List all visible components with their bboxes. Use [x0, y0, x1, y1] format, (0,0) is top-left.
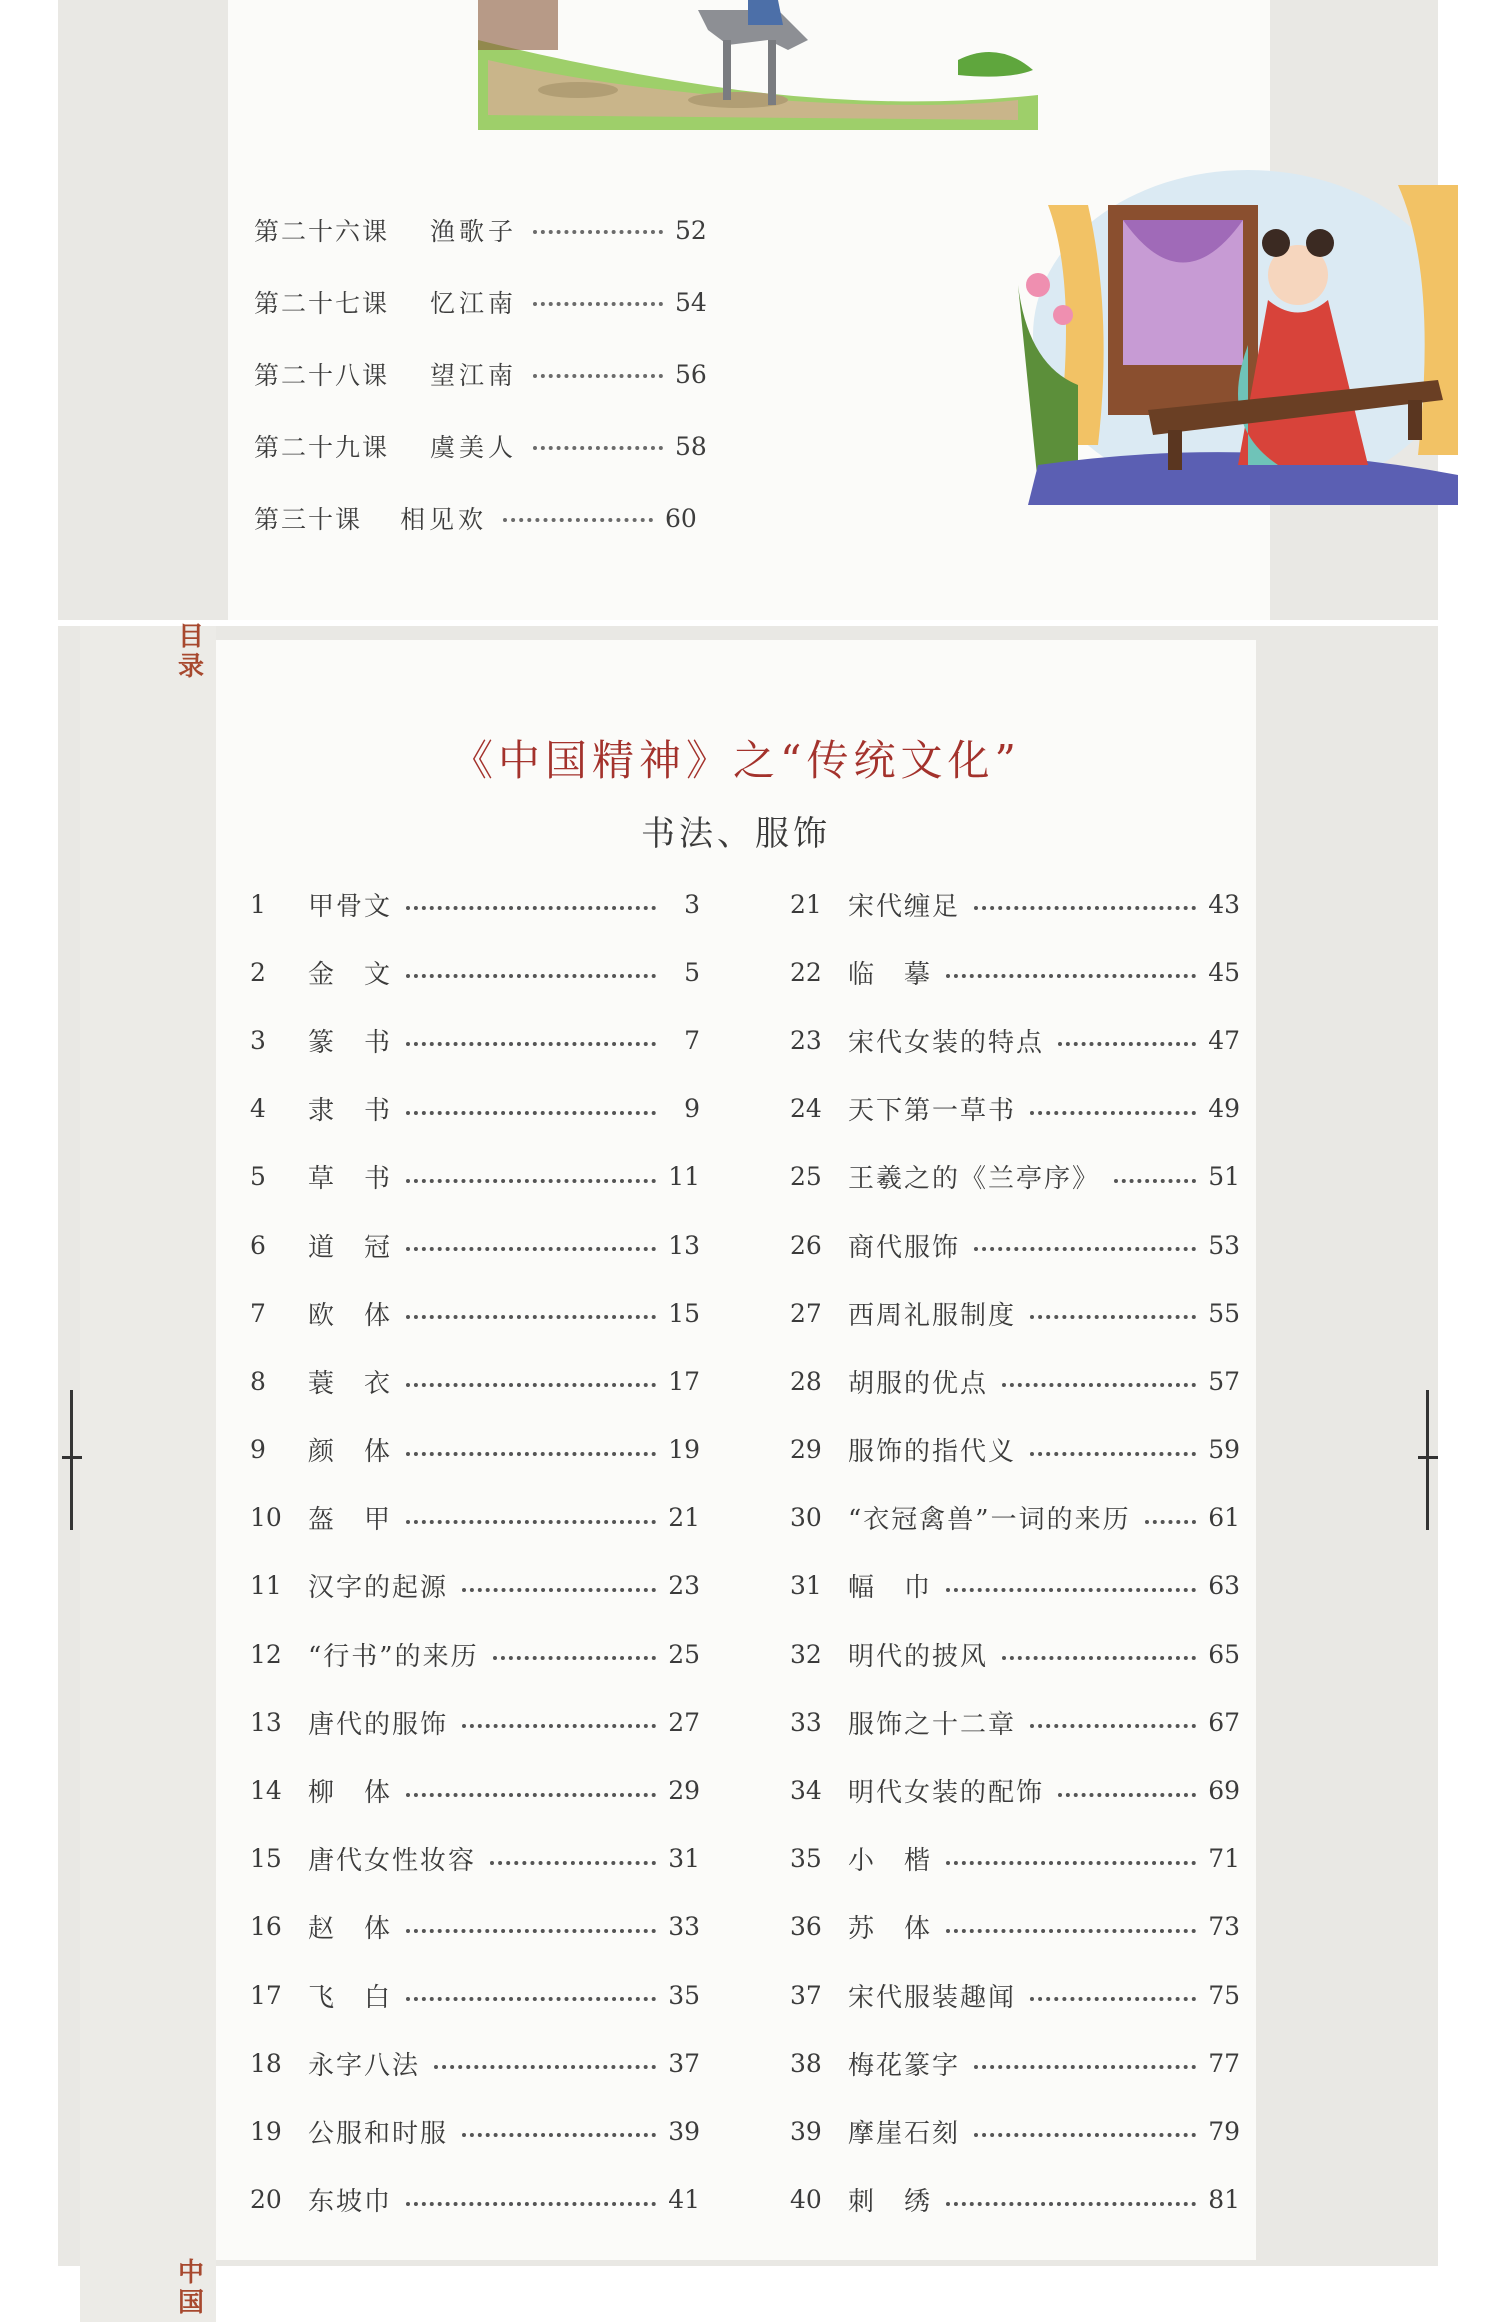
leader-dots — [533, 374, 663, 378]
page-number: 33 — [668, 1912, 700, 1942]
entry-title: 小 楷 — [848, 1846, 933, 1877]
page-number: 61 — [1208, 1503, 1240, 1533]
toc-row[interactable] — [790, 1484, 1240, 1552]
leader-dots — [406, 906, 656, 910]
page-number: 65 — [1208, 1639, 1240, 1669]
page-number: 81 — [1208, 2185, 1240, 2215]
entry-number: 27 — [790, 1298, 822, 1328]
lesson-title: 忆江南 — [430, 289, 518, 318]
lesson-number: 第二十九课 — [254, 433, 390, 462]
toc-row[interactable] — [254, 354, 944, 394]
entry-title: 幅 巾 — [848, 1573, 933, 1604]
toc-row[interactable] — [250, 1347, 700, 1415]
toc-row[interactable] — [250, 2166, 700, 2234]
toc-row[interactable] — [250, 938, 700, 1006]
entry-title: 东坡巾 — [308, 2187, 393, 2218]
toc-row[interactable] — [790, 938, 1240, 1006]
leader-dots — [406, 1520, 656, 1524]
toc-row[interactable] — [254, 426, 944, 466]
entry-number: 31 — [790, 1571, 822, 1601]
entry-number: 35 — [790, 1844, 822, 1874]
page-number: 7 — [684, 1025, 700, 1055]
leader-dots — [533, 446, 663, 450]
toc-row[interactable] — [250, 2029, 700, 2097]
entry-number: 11 — [250, 1571, 282, 1601]
toc-row[interactable] — [790, 1893, 1240, 1961]
page-number: 73 — [1208, 1912, 1240, 1942]
entry-number: 21 — [790, 889, 822, 919]
leader-dots — [946, 1929, 1196, 1933]
leader-dots — [434, 2065, 656, 2069]
leader-dots — [462, 2133, 656, 2137]
entry-title: 唐代的服饰 — [308, 1709, 449, 1740]
toc-row[interactable] — [790, 1075, 1240, 1143]
entry-number: 24 — [790, 1094, 822, 1124]
page-number: 39 — [668, 2116, 700, 2146]
toc-row[interactable] — [250, 1552, 700, 1620]
entry-title: 服饰之十二章 — [848, 1709, 1017, 1740]
toc-row[interactable] — [250, 1893, 700, 1961]
toc-row[interactable] — [254, 498, 944, 538]
page-number: 71 — [1208, 1844, 1240, 1874]
entry-title: 宋代女装的特点 — [848, 1027, 1045, 1058]
page-title: 《中国精神》之“传统文化” — [451, 736, 1021, 785]
side-label-china: 中国 — [177, 2258, 204, 2318]
page-number: 3 — [684, 889, 700, 919]
page-number: 25 — [668, 1639, 700, 1669]
toc-row[interactable] — [250, 1825, 700, 1893]
page-number: 52 — [675, 215, 707, 245]
entry-number: 10 — [250, 1503, 282, 1533]
page-number: 21 — [668, 1503, 700, 1533]
entry-title: 西周礼服制度 — [848, 1300, 1017, 1331]
lesson-number: 第二十七课 — [254, 289, 390, 318]
leader-dots — [1030, 1315, 1196, 1319]
leader-dots — [406, 1383, 656, 1387]
entry-title: 柳 体 — [308, 1778, 393, 1809]
page-number: 49 — [1208, 1094, 1240, 1124]
entry-title: 草 书 — [308, 1164, 393, 1195]
toc-row[interactable] — [250, 1211, 700, 1279]
entry-number: 28 — [790, 1366, 822, 1396]
leader-dots — [462, 1588, 656, 1592]
lesson-number: 第二十六课 — [254, 217, 390, 246]
entry-number: 38 — [790, 2048, 822, 2078]
entry-title: 宋代缠足 — [848, 891, 961, 922]
leader-dots — [1030, 1111, 1196, 1115]
entry-number: 40 — [790, 2185, 822, 2215]
toc-row[interactable] — [790, 870, 1240, 938]
page-number: 75 — [1208, 1980, 1240, 2010]
entry-number: 34 — [790, 1776, 822, 1806]
entry-title: 飞 白 — [308, 1982, 393, 2013]
leader-dots — [946, 1861, 1196, 1865]
leader-dots — [406, 1452, 656, 1456]
entry-title: 赵 体 — [308, 1914, 393, 1945]
toc-left-column — [250, 870, 700, 2234]
leader-dots — [503, 518, 653, 522]
page-number: 9 — [684, 1094, 700, 1124]
page-number: 79 — [1208, 2116, 1240, 2146]
page-number: 53 — [1208, 1230, 1240, 1260]
toc-row[interactable] — [790, 1552, 1240, 1620]
page-edge-tick-left — [62, 1456, 82, 1459]
page-number: 43 — [1208, 889, 1240, 919]
lesson-title: 相见欢 — [400, 505, 488, 534]
toc-row[interactable] — [250, 1756, 700, 1824]
toc-row[interactable] — [250, 1620, 700, 1688]
page-number: 13 — [668, 1230, 700, 1260]
leader-dots — [406, 1247, 656, 1251]
entry-title: 胡服的优点 — [848, 1368, 989, 1399]
entry-number: 15 — [250, 1844, 282, 1874]
entry-number: 18 — [250, 2048, 282, 2078]
entry-title: 汉字的起源 — [308, 1573, 449, 1604]
toc-row[interactable] — [250, 2097, 700, 2165]
entry-number: 17 — [250, 1980, 282, 2010]
entry-number: 26 — [790, 1230, 822, 1260]
entry-title: 苏 体 — [848, 1914, 933, 1945]
entry-title: 摩崖石刻 — [848, 2118, 961, 2149]
toc-row[interactable] — [250, 1484, 700, 1552]
entry-title: 甲骨文 — [308, 891, 393, 922]
entry-number: 13 — [250, 1707, 282, 1737]
entry-number: 37 — [790, 1980, 822, 2010]
lesson-title: 虞美人 — [430, 433, 518, 462]
page-number: 67 — [1208, 1707, 1240, 1737]
page-number: 55 — [1208, 1298, 1240, 1328]
leader-dots — [406, 1997, 656, 2001]
entry-number: 7 — [250, 1298, 266, 1328]
entry-title: 天下第一草书 — [848, 1096, 1017, 1127]
leader-dots — [406, 974, 656, 978]
toc-row[interactable] — [790, 1143, 1240, 1211]
entry-number: 2 — [250, 957, 266, 987]
leader-dots — [974, 2065, 1196, 2069]
page-edge-marker-left — [70, 1390, 73, 1530]
lesson-title: 望江南 — [430, 361, 518, 390]
entry-number: 16 — [250, 1912, 282, 1942]
leader-dots — [946, 2202, 1196, 2206]
toc-row[interactable] — [250, 1961, 700, 2029]
leader-dots — [946, 974, 1196, 978]
entry-title: 梅花篆字 — [848, 2050, 961, 2081]
entry-number: 8 — [250, 1366, 266, 1396]
leader-dots — [1058, 1042, 1196, 1046]
entry-number: 25 — [790, 1162, 822, 1192]
entry-number: 12 — [250, 1639, 282, 1669]
page-number: 29 — [668, 1776, 700, 1806]
leader-dots — [406, 1042, 656, 1046]
entry-number: 9 — [250, 1435, 266, 1465]
leader-dots — [406, 2202, 656, 2206]
page-number: 58 — [675, 431, 707, 461]
page-number: 5 — [684, 957, 700, 987]
entry-title: 隶 书 — [308, 1096, 393, 1127]
leader-dots — [490, 1861, 656, 1865]
entry-title: 明代的披风 — [848, 1641, 989, 1672]
entry-title: “行书”的来历 — [308, 1641, 479, 1672]
toc-row[interactable] — [790, 1825, 1240, 1893]
entry-number: 14 — [250, 1776, 282, 1806]
leader-dots — [1002, 1383, 1196, 1387]
page-number: 11 — [668, 1162, 700, 1192]
toc-row[interactable] — [250, 1279, 700, 1347]
leader-dots — [1145, 1520, 1196, 1524]
leader-dots — [406, 1929, 656, 1933]
page-number: 77 — [1208, 2048, 1240, 2078]
entry-number: 5 — [250, 1162, 266, 1192]
leader-dots — [406, 1315, 656, 1319]
entry-number: 32 — [790, 1639, 822, 1669]
entry-number: 33 — [790, 1707, 822, 1737]
leader-dots — [462, 1724, 656, 1728]
leader-dots — [406, 1111, 656, 1115]
toc-row[interactable] — [790, 1211, 1240, 1279]
lesson-title: 渔歌子 — [430, 217, 518, 246]
leader-dots — [1030, 1724, 1196, 1728]
entry-number: 22 — [790, 957, 822, 987]
previous-page — [228, 0, 1270, 620]
page-subtitle: 书法、服饰 — [641, 814, 831, 854]
toc-row[interactable] — [790, 1347, 1240, 1415]
page-number: 35 — [668, 1980, 700, 2010]
girl-playing-guzheng-illustration — [1018, 165, 1458, 505]
entry-number: 19 — [250, 2116, 282, 2146]
entry-title: 蓑 衣 — [308, 1368, 393, 1399]
entry-title: 刺 绣 — [848, 2187, 933, 2218]
donkey-road-illustration — [478, 0, 1038, 130]
page-number: 59 — [1208, 1435, 1240, 1465]
entry-title: 明代女装的配饰 — [848, 1778, 1045, 1809]
page-number: 45 — [1208, 957, 1240, 987]
entry-title: 服饰的指代义 — [848, 1437, 1017, 1468]
entry-number: 23 — [790, 1025, 822, 1055]
leader-dots — [974, 1247, 1196, 1251]
entry-title: 唐代女性妆容 — [308, 1846, 477, 1877]
page-number: 31 — [668, 1844, 700, 1874]
entry-title: 宋代服装趣闻 — [848, 1982, 1017, 2013]
leader-dots — [406, 1793, 656, 1797]
leader-dots — [946, 1588, 1196, 1592]
toc-row[interactable] — [250, 1688, 700, 1756]
entry-title: 王羲之的《兰亭序》 — [848, 1164, 1101, 1195]
page-number: 41 — [668, 2185, 700, 2215]
entry-number: 39 — [790, 2116, 822, 2146]
entry-title: 永字八法 — [308, 2050, 421, 2081]
entry-title: 篆 书 — [308, 1027, 393, 1058]
page-number: 15 — [668, 1298, 700, 1328]
page-number: 56 — [675, 359, 707, 389]
page-number: 60 — [665, 503, 697, 533]
page-number: 17 — [668, 1366, 700, 1396]
entry-number: 1 — [250, 889, 266, 919]
page-margin-strip — [80, 626, 216, 2322]
toc-row[interactable] — [790, 1688, 1240, 1756]
page-number: 23 — [668, 1571, 700, 1601]
toc-row[interactable] — [254, 210, 944, 250]
toc-row[interactable] — [790, 2097, 1240, 2165]
entry-number: 30 — [790, 1503, 822, 1533]
page-number: 51 — [1208, 1162, 1240, 1192]
entry-number: 36 — [790, 1912, 822, 1942]
entry-title: 颜 体 — [308, 1437, 393, 1468]
page-number: 19 — [668, 1435, 700, 1465]
entry-title: “衣冠禽兽”一词的来历 — [848, 1505, 1131, 1536]
leader-dots — [1030, 1997, 1196, 2001]
toc-row[interactable] — [250, 1006, 700, 1074]
page-number: 63 — [1208, 1571, 1240, 1601]
entry-title: 欧 体 — [308, 1300, 393, 1331]
entry-number: 29 — [790, 1435, 822, 1465]
toc-row[interactable] — [790, 1279, 1240, 1347]
entry-number: 4 — [250, 1094, 266, 1124]
toc-row[interactable] — [250, 1416, 700, 1484]
leader-dots — [406, 1179, 656, 1183]
page-number: 37 — [668, 2048, 700, 2078]
leader-dots — [1030, 1452, 1196, 1456]
toc-row[interactable] — [790, 2166, 1240, 2234]
page-edge-tick-right — [1418, 1456, 1438, 1459]
page-number: 69 — [1208, 1776, 1240, 1806]
leader-dots — [1114, 1179, 1196, 1183]
leader-dots — [974, 906, 1196, 910]
page-number: 57 — [1208, 1366, 1240, 1396]
entry-number: 6 — [250, 1230, 266, 1260]
toc-row[interactable] — [250, 1075, 700, 1143]
leader-dots — [974, 2133, 1196, 2137]
entry-number: 20 — [250, 2185, 282, 2215]
lesson-number: 第二十八课 — [254, 361, 390, 390]
leader-dots — [1058, 1793, 1196, 1797]
leader-dots — [1002, 1656, 1196, 1660]
leader-dots — [493, 1656, 656, 1660]
entry-title: 金 文 — [308, 959, 393, 990]
page-number: 54 — [675, 287, 707, 317]
entry-title: 商代服饰 — [848, 1232, 961, 1263]
toc-row[interactable] — [790, 1756, 1240, 1824]
lesson-number: 第三十课 — [254, 505, 363, 534]
leader-dots — [533, 302, 663, 306]
page-number: 27 — [668, 1707, 700, 1737]
entry-title: 公服和时服 — [308, 2118, 449, 2149]
toc-row[interactable] — [790, 1961, 1240, 2029]
toc-row[interactable] — [790, 1416, 1240, 1484]
page-edge-marker-right — [1426, 1390, 1429, 1530]
toc-row[interactable] — [250, 870, 700, 938]
entry-number: 3 — [250, 1025, 266, 1055]
page-number: 47 — [1208, 1025, 1240, 1055]
side-label-contents: 目录 — [177, 622, 204, 682]
entry-title: 盔 甲 — [308, 1505, 393, 1536]
toc-row[interactable] — [250, 1143, 700, 1211]
entry-title: 道 冠 — [308, 1232, 393, 1263]
toc-row[interactable] — [790, 1006, 1240, 1074]
entry-title: 临 摹 — [848, 959, 933, 990]
toc-right-column — [790, 870, 1240, 2234]
leader-dots — [533, 230, 663, 234]
toc-row[interactable] — [254, 282, 944, 322]
toc-row[interactable] — [790, 1620, 1240, 1688]
toc-row[interactable] — [790, 2029, 1240, 2097]
